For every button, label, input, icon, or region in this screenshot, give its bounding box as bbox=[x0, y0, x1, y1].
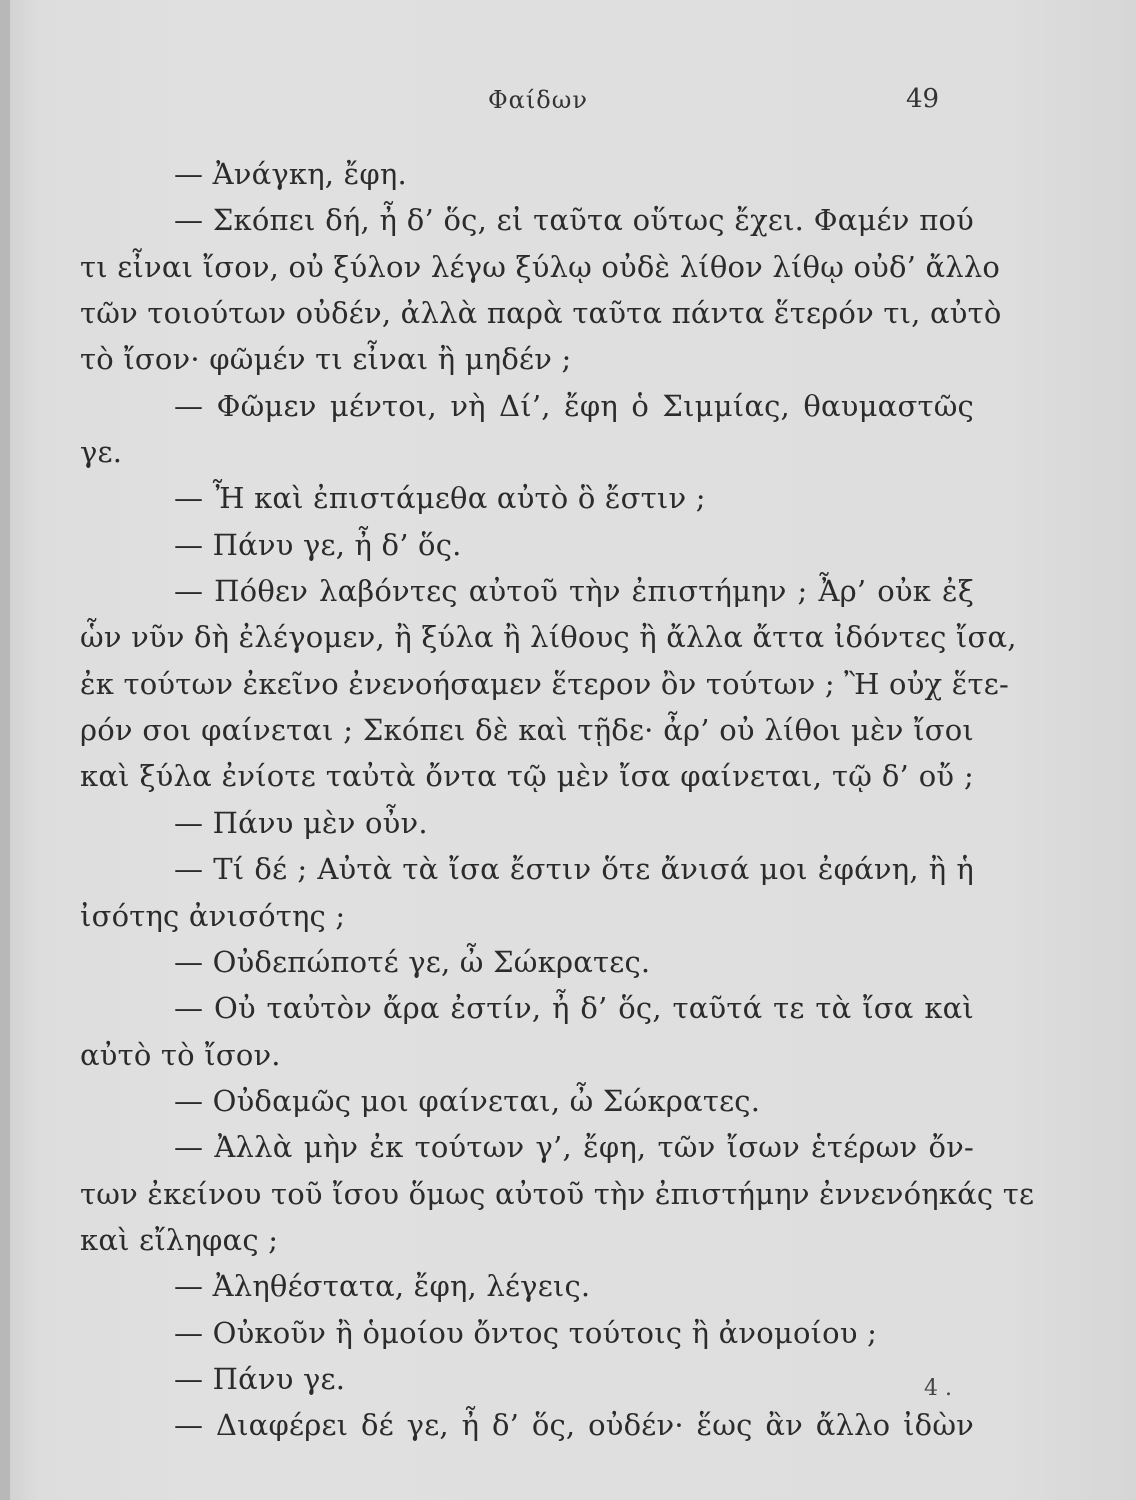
text-line: — Ἀλλὰ μὴν ἐκ τούτων γ’, ἔφη, τῶν ἴσων ἑτέρων ὄν- bbox=[174, 1130, 974, 1165]
text-line: — Πάνυ μὲν οὖν. bbox=[174, 805, 428, 840]
text-line: ἰσότης ἀνισότης ; bbox=[80, 898, 346, 933]
text-line: — Οὐδαμῶς μοι φαίνεται, ὦ Σώκρατες. bbox=[174, 1083, 761, 1118]
running-head-title: Φαίδων bbox=[488, 86, 588, 114]
text-line: — Τί δέ ; Αὐτὰ τὰ ἴσα ἔστιν ὅτε ἄνισά μοι ἐφάνη, ἢ ἡ bbox=[174, 852, 974, 887]
signature-mark: 4 . bbox=[924, 1376, 952, 1401]
text-line: καὶ εἴληφας ; bbox=[80, 1222, 279, 1257]
text-line: ρόν σοι φαίνεται ; Σκόπει δὲ καὶ τῇδε· ἆρ’ οὐ λίθοι μὲν ἴσοι bbox=[80, 713, 974, 748]
text-line: — Οὐδεπώποτέ γε, ὦ Σώκρατες. bbox=[174, 944, 651, 979]
body-text bbox=[80, 151, 1035, 1449]
text-line: τι εἶναι ἴσον, οὐ ξύλον λέγω ξύλῳ οὐδὲ λίθον λίθῳ οὐδ’ ἄλλο bbox=[80, 249, 1001, 284]
text-line: των ἐκείνου τοῦ ἴσου ὅμως αὐτοῦ τὴν ἐπιστήμην ἐννενόηκάς τε bbox=[80, 1176, 1035, 1211]
text-line: ὧν νῦν δὴ ἐλέγομεν, ἢ ξύλα ἢ λίθους ἢ ἄλλα ἄττα ἰδόντες ἴσα, bbox=[80, 620, 1017, 655]
page-number: 49 bbox=[906, 84, 940, 114]
text-line: — Οὐκοῦν ἢ ὁμοίου ὄντος τούτοις ἢ ἀνομοίου ; bbox=[174, 1315, 878, 1350]
text-line: τὸ ἴσον· φῶμέν τι εἶναι ἢ μηδέν ; bbox=[80, 342, 572, 377]
text-line: — Φῶμεν μέντοι, νὴ Δί’, ἔφη ὁ Σιμμίας, θαυμαστῶς bbox=[174, 388, 974, 423]
text-line: — Ἀνάγκη, ἔφη. bbox=[174, 157, 407, 191]
running-head bbox=[0, 86, 1136, 116]
text-line: — Πάνυ γε. bbox=[174, 1361, 346, 1396]
text-line: — Πάνυ γε, ἦ δ’ ὅς. bbox=[174, 527, 462, 562]
text-line: — Ἀληθέστατα, ἔφη, λέγεις. bbox=[174, 1269, 591, 1304]
text-line: — Ἦ καὶ ἐπιστάμεθα αὐτὸ ὃ ἔστιν ; bbox=[174, 481, 706, 516]
text-line: καὶ ξύλα ἐνίοτε ταὐτὰ ὄντα τῷ μὲν ἴσα φαίνεται, τῷ δ’ οὔ ; bbox=[80, 759, 974, 794]
text-line: ἐκ τούτων ἐκεῖνο ἐνενοήσαμεν ἕτερον ὂν τούτων ; Ἢ οὐχ ἕτε- bbox=[80, 666, 1009, 701]
text-line: — Διαφέρει δέ γε, ἦ δ’ ὅς, οὐδέν· ἕως ἂν ἄλλο ἰδὼν bbox=[174, 1408, 974, 1443]
text-line: αὐτὸ τὸ ἴσον. bbox=[80, 1037, 281, 1072]
text-line: — Οὐ ταὐτὸν ἄρα ἐστίν, ἦ δ’ ὅς, ταῦτά τε τὰ ἴσα καὶ bbox=[174, 991, 974, 1026]
page-binding-edge bbox=[0, 0, 10, 1500]
text-line: τῶν τοιούτων οὐδέν, ἀλλὰ παρὰ ταῦτα πάντα ἕτερόν τι, αὐτὸ bbox=[80, 296, 1002, 331]
text-line: — Πόθεν λαβόντες αὐτοῦ τὴν ἐπιστήμην ; Ἆρ’ οὐκ ἐξ bbox=[174, 574, 974, 609]
text-line: — Σκόπει δή, ἦ δ’ ὅς, εἰ ταῦτα οὕτως ἔχει. Φαμέν πού bbox=[174, 203, 974, 238]
text-line: γε. bbox=[80, 435, 123, 470]
